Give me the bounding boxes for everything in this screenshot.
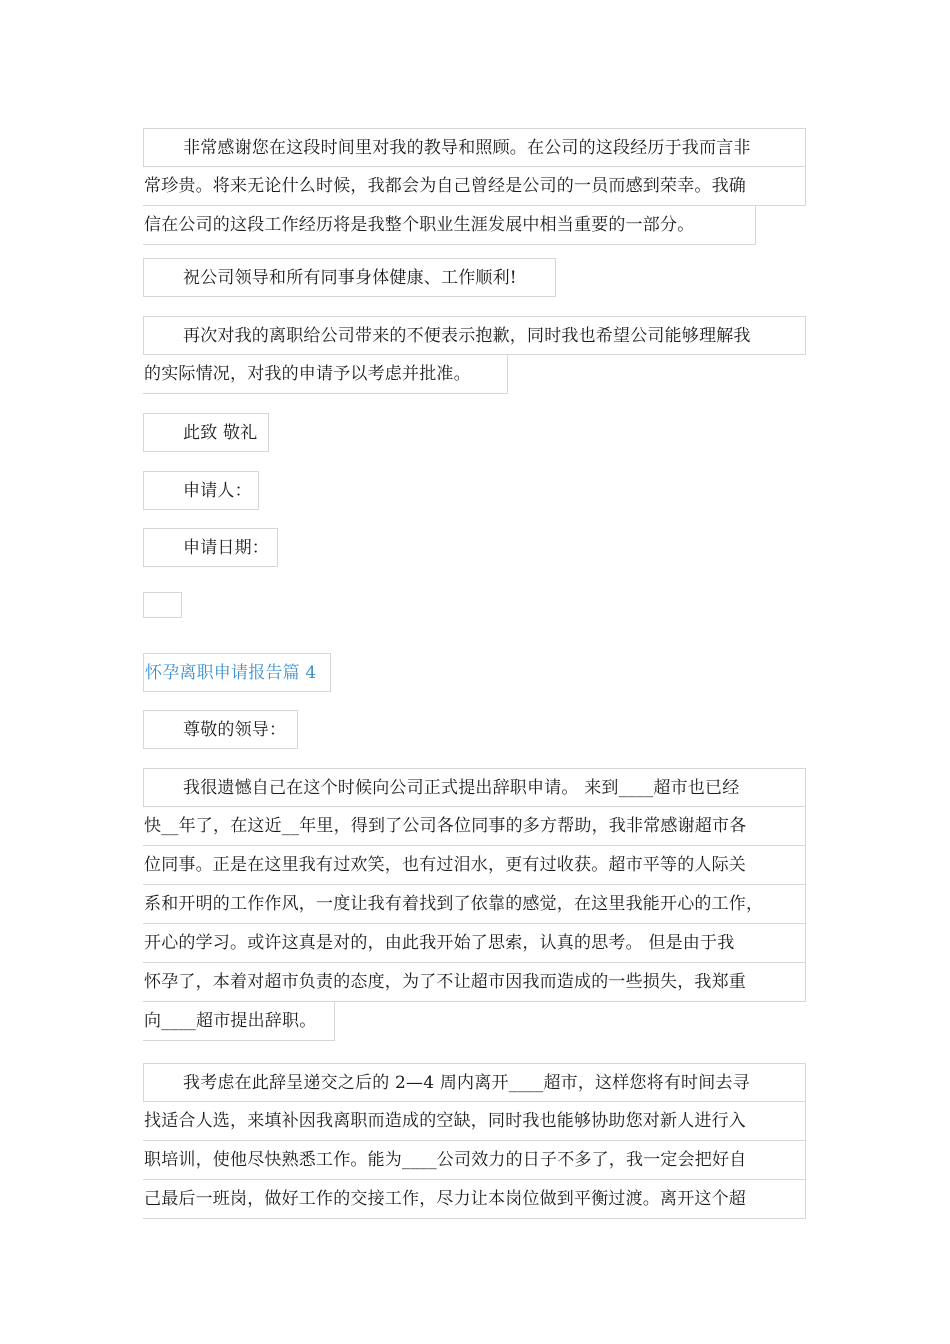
salutation <box>143 710 298 749</box>
text-line: 我很遗憾自己在这个时候向公司正式提出辞职申请。 来到____超市也已经 <box>143 768 806 807</box>
text-line: 信在公司的这段工作经历将是我整个职业生涯发展中相当重要的一部分。 <box>143 206 756 245</box>
text-line: 开心的学习。或许这真是对的，由此我开始了思索，认真的思考。 但是由于我 <box>143 924 806 963</box>
applicant <box>143 471 259 510</box>
text-line: 系和开明的工作作风，一度让我有着找到了依靠的感觉，在这里我能开心的工作， <box>143 885 806 924</box>
date-label: 申请日期： <box>143 528 278 567</box>
applicant-label: 申请人： <box>143 471 259 510</box>
text-line: 我考虑在此辞呈递交之后的 2—4 周内离开____超市，这样您将有时间去寻 <box>143 1063 806 1102</box>
text-line: 非常感谢您在这段时间里对我的教导和照顾。在公司的这段经历于我而言非 <box>143 128 806 167</box>
text-line: 己最后一班岗，做好工作的交接工作，尽力让本岗位做到平衡过渡。离开这个超 <box>143 1180 806 1219</box>
closing-text: 此致 敬礼 <box>143 413 269 452</box>
text-line: 位同事。正是在这里我有过欢笑，也有过泪水，更有过收获。超市平等的人际关 <box>143 846 806 885</box>
paragraph-thanks <box>143 128 806 245</box>
heading-text: 怀孕离职申请报告篇 4 <box>143 653 331 692</box>
empty-cell <box>143 592 182 618</box>
paragraph-resignation <box>143 768 806 1041</box>
paragraph-wishes <box>143 258 556 297</box>
closing <box>143 413 269 452</box>
text-line: 职培训，使他尽快熟悉工作。能为____公司效力的日子不多了，我一定会把好自 <box>143 1141 806 1180</box>
text-line: 向____超市提出辞职。 <box>143 1002 335 1041</box>
text-line: 快__年了，在这近__年里，得到了公司各位同事的多方帮助，我非常感谢超市各 <box>143 807 806 846</box>
salutation-text: 尊敬的领导： <box>143 710 298 749</box>
section-heading <box>143 653 331 692</box>
application-date <box>143 528 278 567</box>
text-line: 怀孕了，本着对超市负责的态度，为了不让超市因我而造成的一些损失，我郑重 <box>143 963 806 1002</box>
text-line: 再次对我的离职给公司带来的不便表示抱歉，同时我也希望公司能够理解我 <box>143 316 806 355</box>
text-line: 常珍贵。将来无论什么时候，我都会为自己曾经是公司的一员而感到荣幸。我确 <box>143 167 806 206</box>
text-line: 的实际情况，对我的申请予以考虑并批准。 <box>143 355 508 394</box>
text-line: 找适合人选，来填补因我离职而造成的空缺，同时我也能够协助您对新人进行入 <box>143 1102 806 1141</box>
text-line: 祝公司领导和所有同事身体健康、工作顺利! <box>143 258 556 297</box>
paragraph-apology <box>143 316 806 394</box>
paragraph-transition <box>143 1063 806 1219</box>
